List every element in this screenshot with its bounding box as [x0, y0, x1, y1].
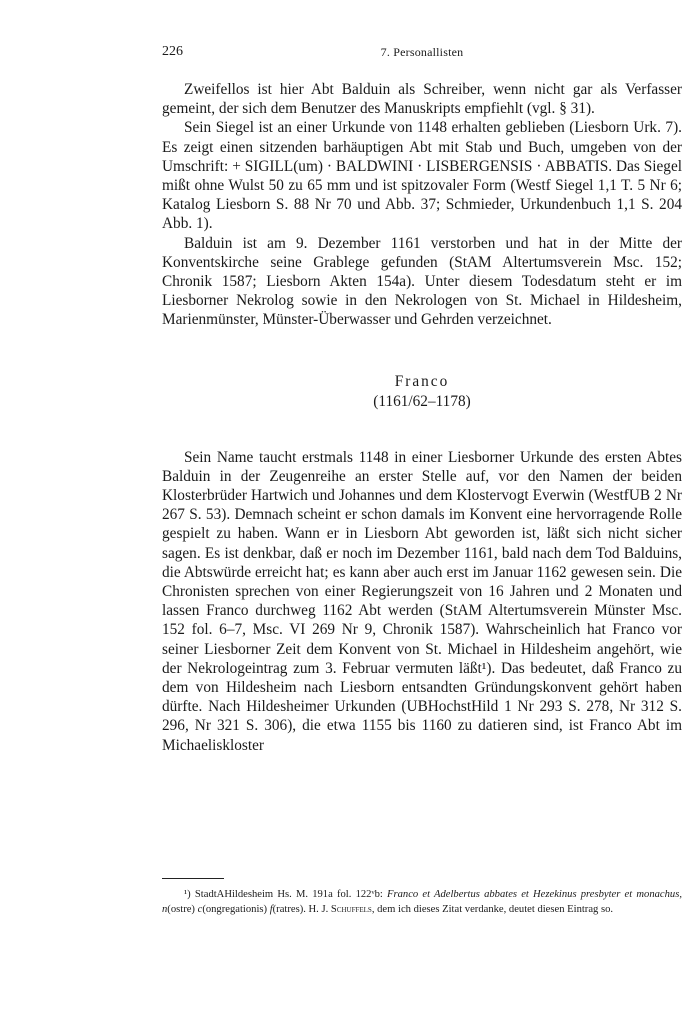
main-text — [162, 80, 682, 755]
page-header — [162, 44, 682, 64]
footnote-text: (ratres). H. J. — [272, 904, 329, 916]
running-head: 7. Personallisten — [380, 45, 464, 59]
footnote-text: , dem ich dieses Zitat verdanke, deutet diesen Eintrag so. — [371, 904, 614, 916]
paragraph-seal: Sein Siegel ist an einer Urkunde von 1148 erhalten geblieben (Liesborn Urk. 7). Es zeigt einen sitzenden barhäuptigen Abt mit Stab und Buch, umgeben von der Umschrift: + SIGILL(um) · BALDWINI · LISBERGENSIS · ABBATIS. Das Siegel mißt ohne Wulst 50 zu 65 mm und ist spitzovaler Form (Westf Siegel 1,1 T. 5 Nr 6; Katalog Liesborn S. 88 Nr 70 und Abb. 37; Schmieder, Urkundenbuch 1,1 S. 204 Abb. 1). — [162, 119, 682, 233]
footnote-quote: c — [197, 904, 203, 916]
section-name: Franco — [394, 372, 450, 390]
footnote-rule — [162, 878, 224, 879]
footnote-quote: f — [269, 904, 273, 916]
paragraph-scribe: Zweifellos ist hier Abt Balduin als Schreiber, wenn nicht gar als Verfasser gemeint, der sich dem Benutzer des Manuskripts empfiehlt (vgl. § 31). — [162, 81, 682, 118]
paragraph-death: Balduin ist am 9. Dezember 1161 verstorben und hat in der Mitte der Konventskirche seine Grablege gefunden (StAM Altertumsverein Msc. 152; Chronik 1587; Liesborn Akten 154a). Unter diesem Todesdatum steht er im Liesborner Nekrolog sowie in den Nekrologen von St. Michael in Hildesheim, Marienmünster, Münster-Überwasser und Gehrden verzeichnet. — [162, 234, 682, 329]
paragraph-franco: Sein Name taucht erstmals 1148 in einer Liesborner Urkunde des ersten Abtes Balduin in der Zeugenreihe an erster Stelle auf, vor den Namen der beiden Klosterbrüder Hartwich und Johannes und dem Klostervogt Everwin (WestfUB 2 Nr 267 S. 53). Demnach scheint er schon damals im Konvent eine hervorragende Rolle gespielt zu haben. Wann er in Liesborn Abt geworden ist, läßt sich nicht sicher sagen. Es ist denkbar, daß er noch im Dezember 1161, bald nach dem Tod Balduins, die Abtswürde erreicht hat; es kann aber auch erst im Januar 1162 gewesen sein. Die Chronisten sprechen von einer Regierungszeit von 16 Jahren und 2 Monaten und lassen Franco durchweg 1162 Abt werden (StAM Altertumsverein Münster Msc. 152 fol. 6–7, Msc. VI 269 Nr 9, Chronik 1587). Wahrscheinlich hat Franco vor seiner Liesborner Zeit dem Konvent von St. Michael in Hildesheim angehört, wie der Nekrologeintrag zum 3. Februar vermuten läßt¹). Das bedeutet, daß Franco zu dem von Hildesheim nach Liesborn entsandten Gründungskonvent gehört haben dürfte. Nach Hildesheimer Urkunden (UBHochstHild 1 Nr 293 S. 278, Nr 312 S. 296, Nr 321 S. 306), die etwa 1155 bis 1160 zu datieren sind, ist Franco Abt im Michaeliskloster — [162, 448, 682, 754]
footnote-quote: Franco et Adelbertus abbates et Hezekinus presbyter et monachus, n — [162, 889, 682, 916]
footnote-text: (ongregationis) — [202, 904, 268, 916]
page-number: 226 — [162, 44, 183, 59]
footnote-1 — [162, 887, 682, 917]
footnote-text: StadtAHildesheim Hs. M. 191a fol. 122ᵛb: — [194, 889, 383, 900]
footnote-text: (ostre) — [167, 904, 195, 916]
section-dates: (1161/62–1178) — [373, 392, 471, 410]
section-heading — [162, 372, 682, 412]
footnote-mark: ¹) — [184, 889, 191, 900]
footnotes — [162, 878, 682, 917]
footnote-author: Schuffels — [330, 904, 372, 916]
